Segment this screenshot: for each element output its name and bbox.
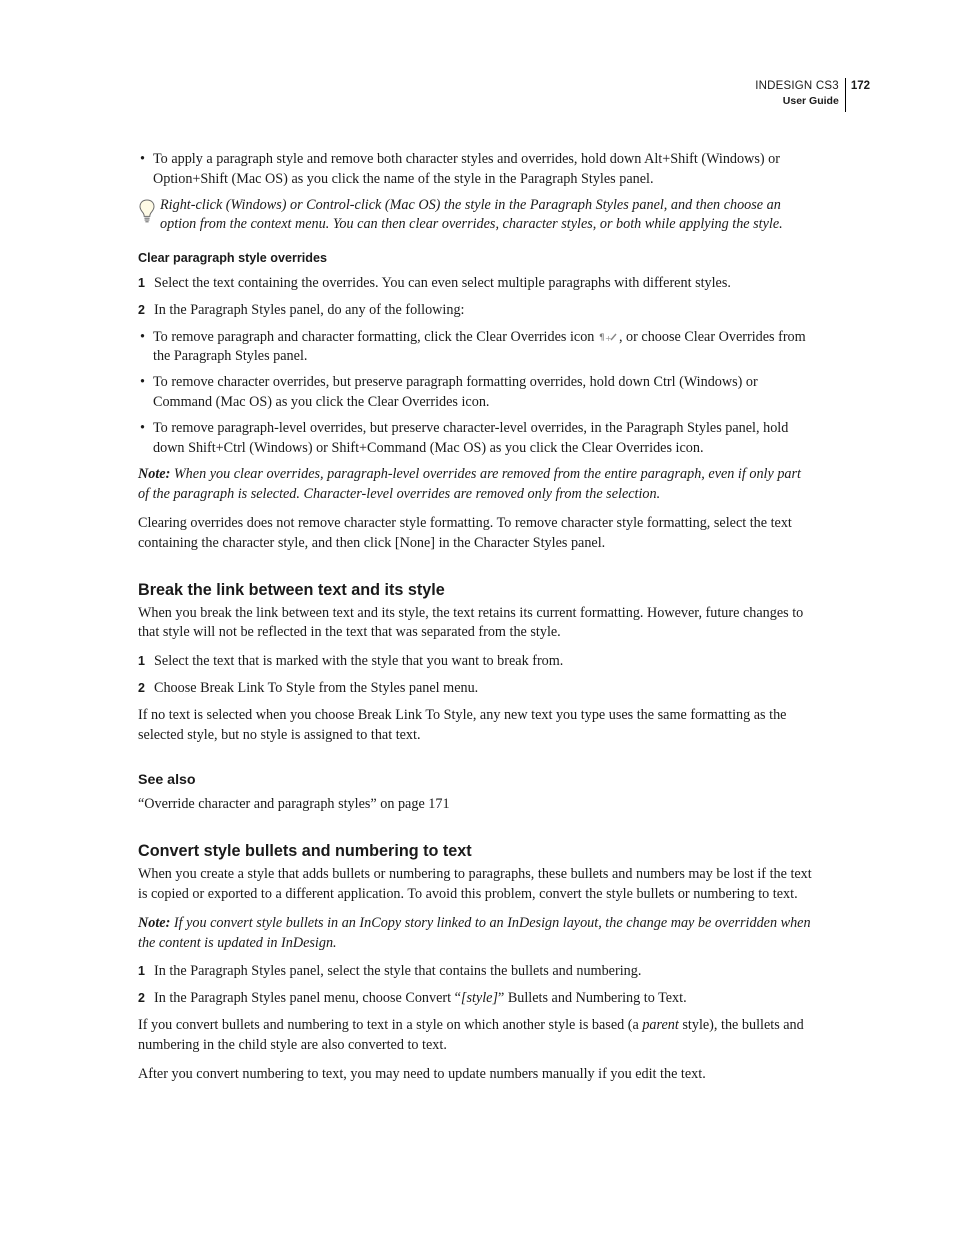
guide-name: User Guide <box>782 95 839 107</box>
note <box>138 914 814 954</box>
bullet-text: To remove character overrides, but preserve paragraph formatting overrides, hold down Ctrl (Windows) or Command (Mac OS) as you click the Clear Overrides icon. <box>153 374 758 410</box>
step-text: In the Paragraph Styles panel, select the style that contains the bullets and numbering. <box>154 963 642 980</box>
lightbulb-icon <box>138 198 156 224</box>
note-label: Note: <box>138 466 171 483</box>
product-name: INDESIGN CS3 <box>755 80 839 92</box>
see-also-link[interactable]: “Override character and paragraph styles” on page 171 <box>138 796 450 813</box>
tip <box>138 196 814 236</box>
page-content <box>138 150 814 1093</box>
bullet-text: To remove paragraph-level overrides, but preserve character-level overrides, in the Paragraph Styles panel, hold down Shift+Ctrl (Windows) or Shift+Command (Mac OS) as you click the Clear Overrides icon. <box>153 419 789 456</box>
paragraph: If no text is selected when you choose Break Link To Style, any new text you type uses the same formatting as the selected style, but no style is assigned to that text. <box>138 706 787 743</box>
step-item <box>138 301 814 321</box>
paragraph: Clearing overrides does not remove character style formatting. To remove character style formatting, select the text containing the character style, and then click [None] in the Character Styles panel. <box>138 514 792 551</box>
step-text: Choose Break Link To Style from the Styles panel menu. <box>154 679 479 696</box>
paragraph: After you convert numbering to text, you may need to update numbers manually if you edit the text. <box>138 1065 706 1082</box>
bullet-mark: • <box>140 151 145 167</box>
list-item <box>138 373 814 413</box>
svg-text:+: + <box>604 333 612 342</box>
step-text: Select the text that is marked with the style that you want to break from. <box>154 653 564 670</box>
step-text-b: ” Bullets and Numbering to Text. <box>497 990 687 1007</box>
step-text-em: [style] <box>460 990 498 1007</box>
section-heading: Clear paragraph style overrides <box>138 251 327 266</box>
note-label: Note: <box>138 914 171 931</box>
step-number: 2 <box>138 991 145 1006</box>
bullet-text-a: To remove paragraph and character formatting, click the Clear Overrides icon <box>153 328 595 345</box>
paragraph: When you create a style that adds bullets or numbering to paragraphs, these bullets and numbers may be lost if the text is copied or exported to a different application. To avoid this problem, convert the style bullets or numbering to text. <box>138 866 812 902</box>
bullet-text: To apply a paragraph style and remove both character styles and overrides, hold down Alt+Shift (Windows) or Option+Shift (Mac OS) as you click the name of the style in the Paragraph Styles panel. <box>153 151 780 187</box>
svg-text:¶: ¶ <box>598 332 605 342</box>
note-text: If you convert style bullets in an InCopy story linked to an InDesign layout, the change may be overridden when the content is updated in InDesign. <box>138 914 811 951</box>
step-number: 2 <box>138 302 145 317</box>
step-text: In the Paragraph Styles panel, do any of the following: <box>154 301 465 318</box>
section-heading: See also <box>138 772 196 789</box>
paragraph <box>138 1016 814 1056</box>
note-text: When you clear overrides, paragraph-level overrides are removed from the entire paragraph, even if only part of the paragraph is selected. Character-level overrides are removed only from the selection. <box>138 466 801 503</box>
note <box>138 465 814 505</box>
paragraph-text-b: style), the bullets and numbering in the child style are also converted to text. <box>138 1016 804 1053</box>
step-item <box>138 679 814 699</box>
tip-text: Right-click (Windows) or Control-click (Mac OS) the style in the Paragraph Styles panel, and then choose an option from the context menu. You can then clear overrides, character styles, or both while applying the style. <box>160 196 783 233</box>
bullet-mark: • <box>140 328 145 345</box>
step-text: Select the text containing the overrides. You can even select multiple paragraphs with different styles. <box>154 274 731 291</box>
header-text <box>755 78 845 108</box>
bullet-text-b: , or choose Clear Overrides from the Paragraph Styles panel. <box>153 328 806 365</box>
section-heading: Convert style bullets and numbering to text <box>138 842 472 861</box>
step-text-a: In the Paragraph Styles panel menu, choose Convert “ <box>154 990 461 1007</box>
bullet-mark: • <box>140 374 145 391</box>
list-item <box>138 419 814 459</box>
step-number: 1 <box>138 275 145 290</box>
paragraph-text-em: parent <box>642 1016 679 1033</box>
step-number: 1 <box>138 964 145 979</box>
section-heading: Break the link between text and its style <box>138 580 445 599</box>
step-number: 1 <box>138 654 145 669</box>
step-item <box>138 652 814 672</box>
bullet-mark: • <box>140 419 145 436</box>
list-item <box>138 328 814 368</box>
step-item <box>138 989 814 1009</box>
paragraph: When you break the link between text and its style, the text retains its current formatting. However, future changes to that style will not be reflected in the text that was separated from the style. <box>138 604 804 641</box>
step-item <box>138 962 814 982</box>
page-header <box>755 78 870 112</box>
paragraph-text-a: If you convert bullets and numbering to text in a style on which another style is based (a <box>138 1016 643 1033</box>
step-item <box>138 274 814 294</box>
clear-overrides-icon <box>599 331 618 342</box>
step-number: 2 <box>138 680 145 695</box>
page-number: 172 <box>850 80 870 92</box>
list-item <box>138 150 814 190</box>
